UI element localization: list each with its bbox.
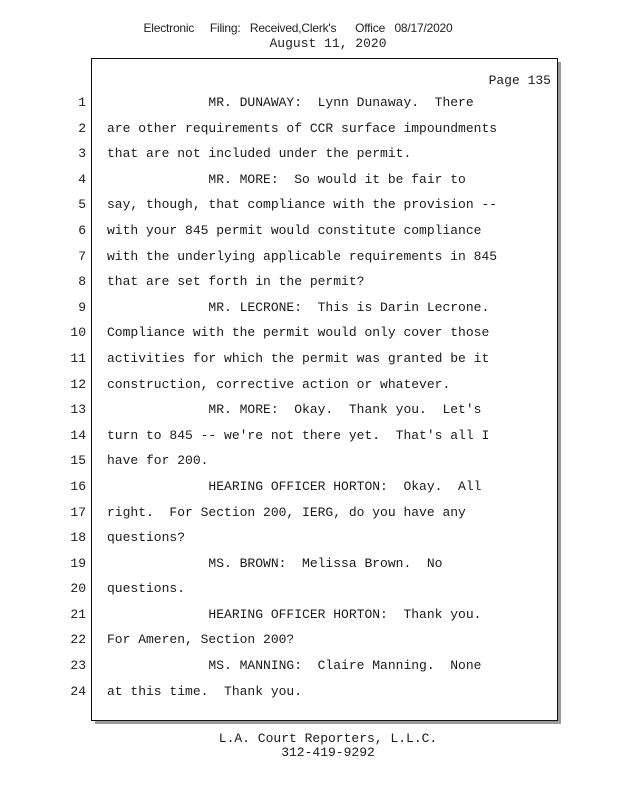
transcript-line: questions. xyxy=(107,581,186,597)
transcript-line: construction, corrective action or whatever. xyxy=(107,376,451,392)
transcript-line: MS. MANNING: Claire Manning. None xyxy=(107,658,482,674)
line-number: 7 xyxy=(78,248,86,264)
line-number: 2 xyxy=(78,120,86,136)
transcript-line: with your 845 permit would constitute compliance xyxy=(107,222,482,238)
transcript-line: Compliance with the permit would only cover those xyxy=(107,325,490,341)
line-number: 9 xyxy=(78,299,86,315)
line-number: 5 xyxy=(78,197,86,213)
transcript-line: MR. LECRONE: This is Darin Lecrone. xyxy=(107,299,490,315)
line-number-column xyxy=(0,93,86,707)
line-number: 11 xyxy=(70,350,86,366)
line-number: 24 xyxy=(70,683,86,699)
transcript-line: activities for which the permit was granted be it xyxy=(107,350,490,366)
line-number: 6 xyxy=(78,222,86,238)
line-number: 12 xyxy=(70,376,86,392)
line-number: 21 xyxy=(70,606,86,622)
transcript-line: at this time. Thank you. xyxy=(107,683,303,699)
line-number: 22 xyxy=(70,632,86,648)
line-number: 4 xyxy=(78,171,86,187)
line-number: 17 xyxy=(70,504,86,520)
court-reporter-phone: 312-419-9292 xyxy=(281,745,375,760)
page-number: Page 135 xyxy=(488,73,551,88)
line-number: 15 xyxy=(70,453,86,469)
transcript-line: HEARING OFFICER HORTON: Okay. All xyxy=(107,478,482,494)
line-number: 20 xyxy=(70,581,86,597)
transcript-line: turn to 845 -- we're not there yet. That's all I xyxy=(107,427,490,443)
transcript-line: right. For Section 200, IERG, do you have any xyxy=(107,504,466,520)
transcript-line: MR. MORE: Okay. Thank you. Let's xyxy=(107,402,482,418)
line-number: 1 xyxy=(78,95,86,110)
line-number: 16 xyxy=(70,478,86,494)
transcript-line: HEARING OFFICER HORTON: Thank you. xyxy=(107,606,482,622)
transcript-line: that are set forth in the permit? xyxy=(107,274,365,290)
transcript-line: MR. DUNAWAY: Lynn Dunaway. There xyxy=(107,95,474,110)
line-number: 14 xyxy=(70,427,86,443)
transcript-line: MR. MORE: So would it be fair to xyxy=(107,171,466,187)
line-number: 18 xyxy=(70,530,86,546)
line-number: 19 xyxy=(70,555,86,571)
transcript-date: August 11, 2020 xyxy=(269,36,387,51)
line-number: 3 xyxy=(78,146,86,162)
court-reporter-name: L.A. Court Reporters, L.L.C. xyxy=(218,731,438,746)
transcript-line: have for 200. xyxy=(107,453,209,469)
transcript-line: MS. BROWN: Melissa Brown. No xyxy=(107,555,443,571)
line-number: 23 xyxy=(70,658,86,674)
transcript-line: questions? xyxy=(107,530,186,546)
transcript-body xyxy=(107,93,553,707)
transcript-line: that are not included under the permit. xyxy=(107,146,412,162)
line-number: 10 xyxy=(70,325,86,341)
transcript-line: For Ameren, Section 200? xyxy=(107,632,295,648)
line-number: 13 xyxy=(70,402,86,418)
filing-stamp: Electronic Filing: Received,Clerk's Office 08/17/2020 xyxy=(143,21,453,35)
transcript-line: say, though, that compliance with the provision -- xyxy=(107,197,498,213)
transcript-line: are other requirements of CCR surface impoundments xyxy=(107,120,498,136)
line-number: 8 xyxy=(78,274,86,290)
transcript-line: with the underlying applicable requirements in 845 xyxy=(107,248,498,264)
